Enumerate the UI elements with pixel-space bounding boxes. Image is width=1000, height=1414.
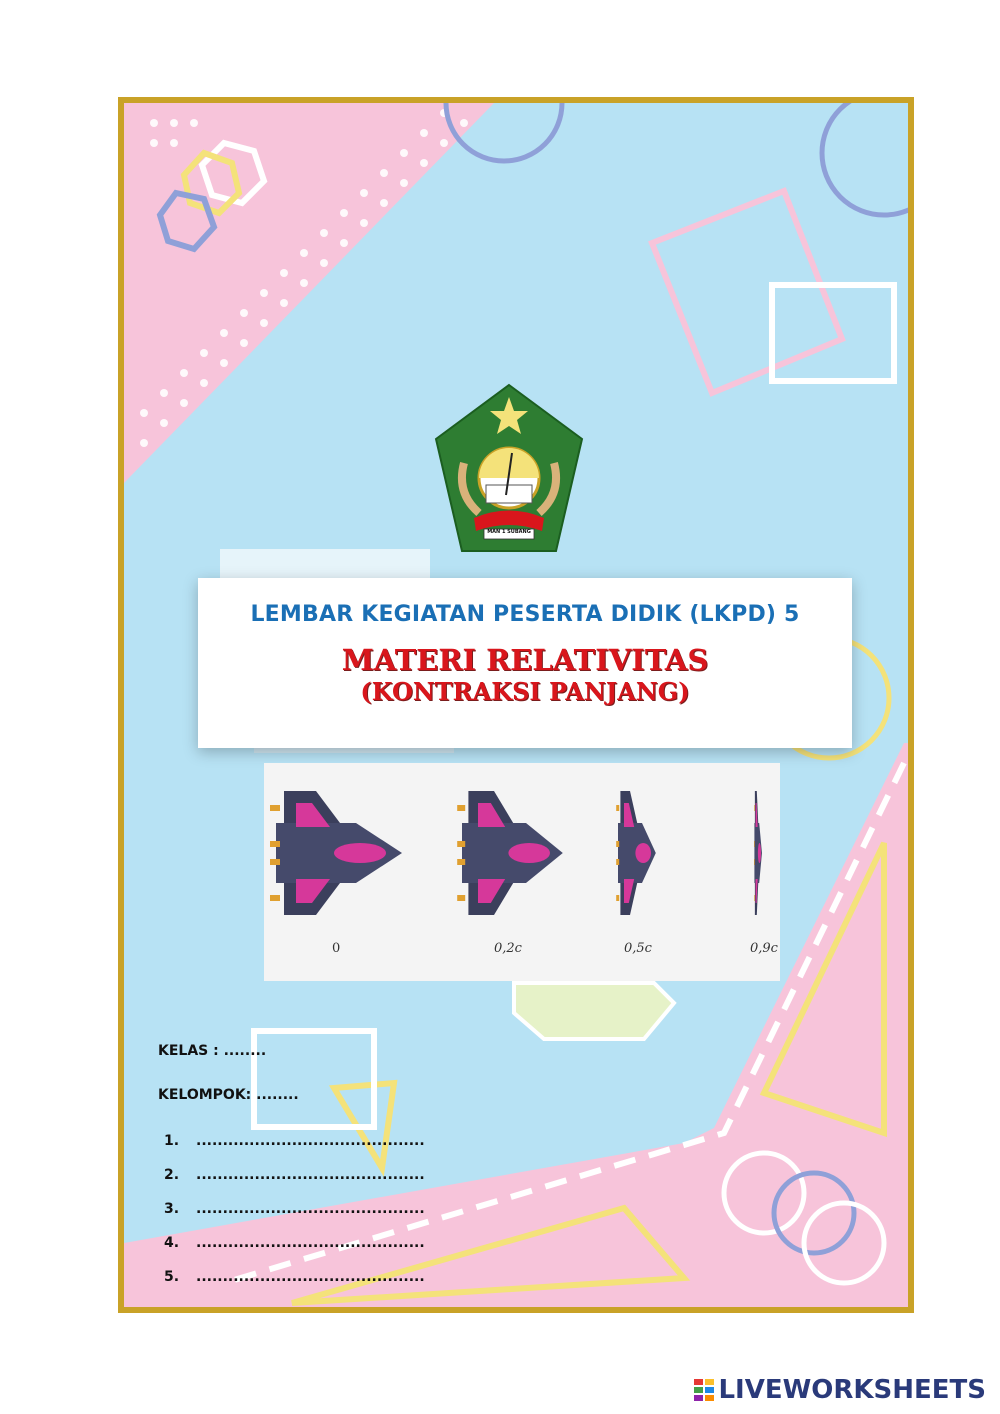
member-number: 5. bbox=[164, 1269, 180, 1285]
speed-label-2: 0,5c bbox=[624, 941, 652, 956]
liveworksheets-brand bbox=[694, 1370, 986, 1410]
kelompok-field[interactable]: KELOMPOK: ........ bbox=[158, 1087, 299, 1103]
spaceship-part bbox=[754, 841, 755, 847]
member-number: 1. bbox=[164, 1133, 180, 1149]
spaceship-part bbox=[754, 895, 755, 901]
member-blank: ........................................... bbox=[196, 1201, 425, 1217]
spaceship-part bbox=[270, 895, 280, 901]
spaceship-part bbox=[457, 895, 465, 901]
spaceship-part bbox=[508, 843, 550, 863]
worksheet-topic-title: MATERI RELATIVITAS bbox=[341, 643, 709, 677]
member-number: 4. bbox=[164, 1235, 180, 1251]
member-number: 3. bbox=[164, 1201, 180, 1217]
spaceship-part bbox=[616, 805, 619, 811]
spaceship-part bbox=[754, 805, 755, 811]
length-contraction-figure bbox=[264, 763, 780, 981]
member-blank: ........................................... bbox=[196, 1269, 425, 1285]
member-line-5[interactable] bbox=[164, 1269, 425, 1285]
speed-label-0: 0 bbox=[332, 941, 341, 956]
speed-label-1: 0,2c bbox=[494, 941, 522, 956]
school-emblem-icon bbox=[434, 383, 584, 553]
spaceship-part bbox=[270, 805, 280, 811]
spaceship-part bbox=[758, 843, 761, 863]
spaceship-part bbox=[457, 805, 465, 811]
member-line-3[interactable] bbox=[164, 1201, 425, 1217]
spaceship-part bbox=[616, 859, 619, 865]
worksheet-cover-frame bbox=[118, 97, 914, 1313]
brand-name: LIVEWORKSHEETS bbox=[718, 1375, 986, 1405]
kelas-field[interactable]: KELAS : ........ bbox=[158, 1043, 267, 1059]
spaceship-part bbox=[270, 841, 280, 847]
spaceship-part bbox=[754, 859, 755, 865]
member-blank: ........................................... bbox=[196, 1167, 425, 1183]
spaceship-part bbox=[457, 859, 465, 865]
spaceship-part bbox=[616, 895, 619, 901]
spaceship-1 bbox=[457, 791, 563, 915]
member-blank: ........................................... bbox=[196, 1133, 425, 1149]
speed-label-3: 0,9c bbox=[750, 941, 778, 956]
spaceship-2 bbox=[616, 791, 656, 915]
title-card bbox=[198, 578, 852, 748]
spaceship-illustration bbox=[264, 763, 780, 981]
worksheet-subtopic-title: (KONTRAKSI PANJANG) bbox=[360, 677, 690, 706]
member-blank: ........................................... bbox=[196, 1235, 425, 1251]
spaceship-part bbox=[270, 859, 280, 865]
spaceship-part bbox=[616, 841, 619, 847]
worksheet-heading: LEMBAR KEGIATAN PESERTA DIDIK (LKPD) 5 bbox=[250, 602, 800, 627]
spaceship-0 bbox=[270, 791, 402, 915]
member-line-1[interactable] bbox=[164, 1133, 425, 1149]
spaceship-part bbox=[334, 843, 386, 863]
member-line-4[interactable] bbox=[164, 1235, 425, 1251]
emblem-caption: MAN 1 SUBANG bbox=[487, 529, 531, 535]
member-line-2[interactable] bbox=[164, 1167, 425, 1183]
spaceship-part bbox=[457, 841, 465, 847]
spaceship-part bbox=[635, 843, 651, 863]
member-number: 2. bbox=[164, 1167, 180, 1183]
spaceship-3 bbox=[754, 791, 762, 915]
liveworksheets-logo-icon bbox=[694, 1379, 714, 1401]
